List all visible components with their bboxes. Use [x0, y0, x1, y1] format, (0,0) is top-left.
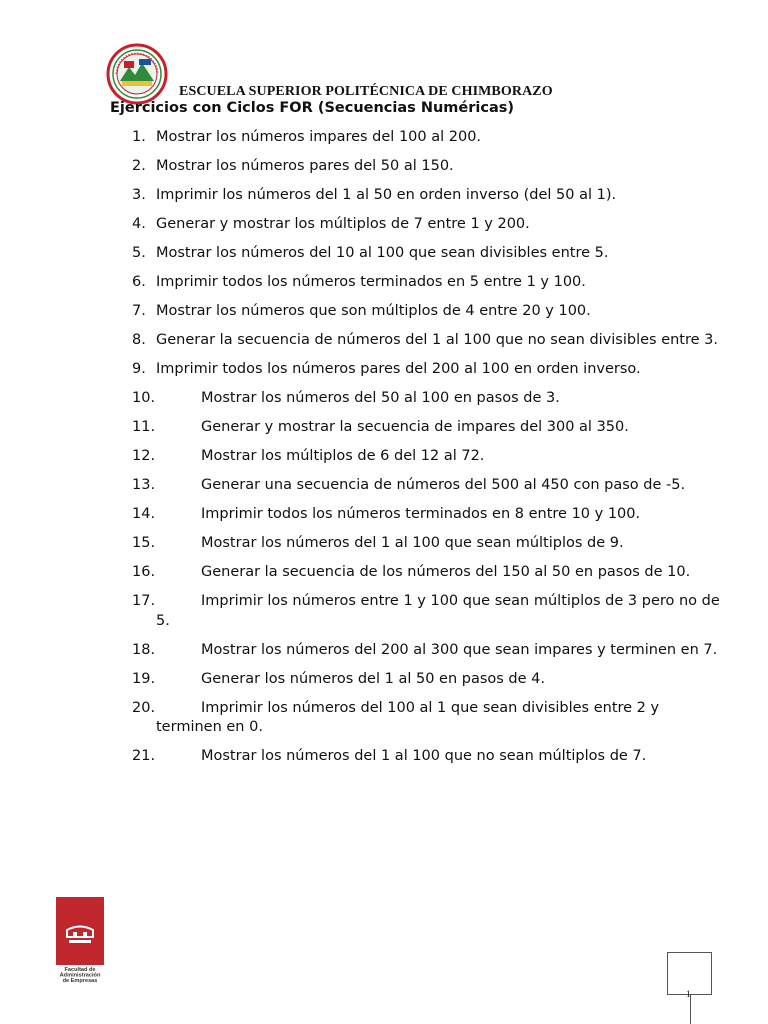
document-title: Ejercicios con Ciclos FOR (Secuencias Numéricas) — [110, 100, 514, 116]
exercise-text: Mostrar los números del 1 al 100 que no sean múltiplos de 7. — [201, 748, 647, 764]
exercise-text: Generar y mostrar los múltiplos de 7 entre 1 y 200. — [156, 216, 530, 232]
exercise-text: Mostrar los números impares del 100 al 200. — [156, 129, 482, 145]
exercise-text: Generar los números del 1 al 50 en pasos de 4. — [201, 670, 545, 687]
exercise-text: Mostrar los múltiplos de 6 del 12 al 72. — [201, 448, 485, 464]
exercise-item — [132, 331, 722, 351]
exercise-text: Imprimir todos los números terminados en 8 entre 10 y 100. — [201, 506, 641, 522]
exercise-text: Mostrar los números que son múltiplos de 4 entre 20 y 100. — [156, 303, 591, 319]
exercise-number: 8. — [132, 332, 146, 348]
institution-name: ESCUELA SUPERIOR POLITÉCNICA DE CHIMBORAZO — [179, 84, 553, 99]
exercise-number: 18. — [132, 641, 156, 658]
exercise-number: 16. — [132, 564, 156, 580]
exercise-text: Generar una secuencia de números del 500 al 450 con paso de -5. — [201, 477, 686, 493]
exercise-item — [132, 699, 722, 738]
exercise-text: Mostrar los números del 10 al 100 que sean divisibles entre 5. — [156, 245, 609, 261]
exercise-number: 17. — [132, 593, 156, 609]
university-seal-logo — [106, 43, 168, 105]
exercise-number: 7. — [132, 303, 146, 319]
exercise-text: Imprimir los números entre 1 y 100 que sean múltiplos de 3 pero no de 5. — [156, 593, 720, 629]
svg-text:Administración: Administración — [59, 972, 101, 979]
exercise-item — [132, 186, 722, 206]
exercise-item — [132, 476, 722, 496]
exercise-number: 4. — [132, 216, 146, 232]
exercise-number: 14. — [132, 506, 156, 522]
exercise-item — [132, 534, 722, 554]
svg-text:de Empresas: de Empresas — [62, 978, 98, 983]
exercise-item — [132, 563, 722, 583]
exercise-number: 9. — [132, 361, 146, 377]
exercise-item — [132, 747, 722, 767]
exercise-text: Imprimir todos los números pares del 200 al 100 en orden inverso. — [156, 361, 641, 377]
exercise-item — [132, 447, 722, 467]
exercise-text: Imprimir los números del 1 al 50 en orden inverso (del 50 al 1). — [156, 187, 617, 203]
exercise-item — [132, 360, 722, 380]
exercise-number: 12. — [132, 448, 156, 464]
exercise-number: 11. — [132, 419, 156, 435]
exercise-item — [132, 157, 722, 177]
exercise-number: 20. — [132, 699, 156, 716]
exercise-number: 1. — [132, 129, 146, 145]
exercise-item — [132, 505, 722, 525]
exercise-number: 13. — [132, 477, 156, 493]
exercise-item — [132, 302, 722, 322]
exercise-number: 10. — [132, 390, 156, 406]
svg-text:Facultad de: Facultad de — [64, 967, 96, 973]
exercise-text: Generar y mostrar la secuencia de impares del 300 al 350. — [201, 419, 629, 435]
exercise-text: Imprimir los números del 100 al 1 que sean divisibles entre 2 y terminen en 0. — [156, 699, 660, 735]
page-number: 1 — [686, 989, 691, 999]
exercise-number: 19. — [132, 670, 156, 687]
exercise-text: Generar la secuencia de los números del 150 al 50 en pasos de 10. — [201, 564, 691, 580]
exercise-item — [132, 215, 722, 235]
exercise-item — [132, 592, 722, 631]
exercise-number: 3. — [132, 187, 146, 203]
exercise-text: Mostrar los números del 50 al 100 en pasos de 3. — [201, 390, 560, 406]
exercise-item — [132, 128, 722, 148]
exercise-number: 2. — [132, 158, 146, 174]
exercise-text: Mostrar los números del 1 al 100 que sean múltiplos de 9. — [201, 535, 624, 551]
exercise-text: Mostrar los números del 200 al 300 que sean impares y terminen en 7. — [201, 641, 718, 658]
exercise-item — [132, 273, 722, 293]
exercise-text: Generar la secuencia de números del 1 al 100 que no sean divisibles entre 3. — [156, 332, 718, 348]
exercise-item — [132, 418, 722, 438]
exercise-item — [132, 641, 722, 661]
exercise-list — [132, 128, 722, 776]
page-number-line — [690, 995, 691, 1024]
exercise-text: Mostrar los números pares del 50 al 150. — [156, 158, 454, 174]
exercise-number: 5. — [132, 245, 146, 261]
exercise-item — [132, 244, 722, 264]
exercise-number: 21. — [132, 748, 156, 764]
exercise-item — [132, 670, 722, 690]
exercise-number: 6. — [132, 274, 146, 290]
exercise-item — [132, 389, 722, 409]
exercise-number: 15. — [132, 535, 156, 551]
faculty-logo — [56, 897, 104, 983]
exercise-text: Imprimir todos los números terminados en 5 entre 1 y 100. — [156, 274, 586, 290]
